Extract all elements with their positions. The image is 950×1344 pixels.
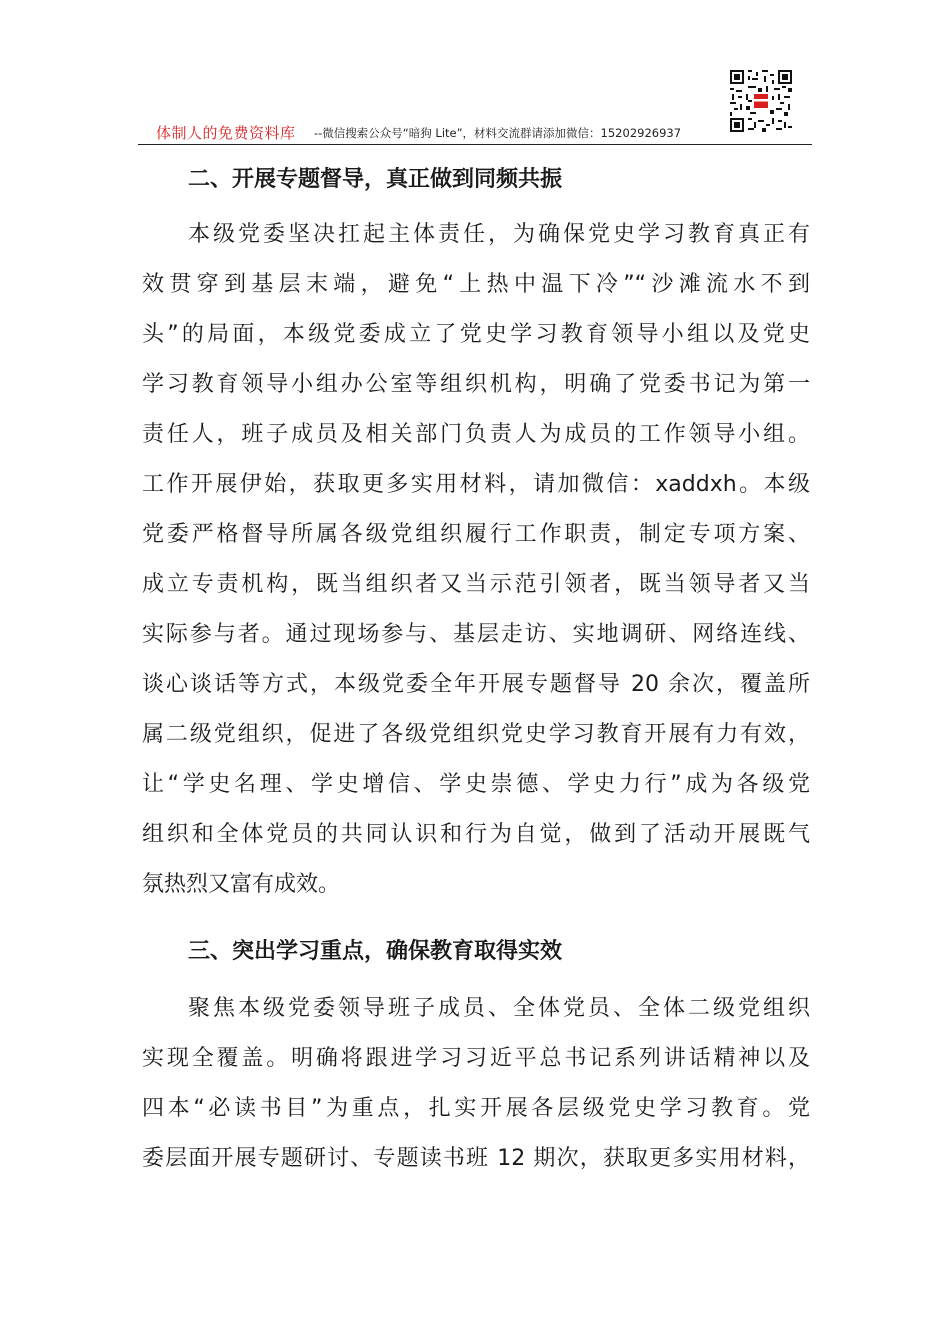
paragraph-line: 氛热烈又富有成效。: [142, 872, 341, 897]
paragraph-line: 效贯穿到基层末端，避免“上热中温下冷”“沙滩流水不到: [142, 272, 810, 297]
paragraph-line: 聚焦本级党委领导班子成员、全体党员、全体二级党组织: [188, 996, 810, 1021]
paragraph-line: 学习教育领导小组办公室等组织机构，明确了党委书记为第一: [142, 372, 810, 397]
document-body: [142, 160, 810, 1184]
qr-code-icon[interactable]: [730, 70, 792, 132]
brand-title: 体制人的免费资料库: [156, 124, 296, 142]
header-divider: [138, 144, 812, 145]
paragraph-line: 四本“必读书目”为重点，扎实开展各层级党史学习教育。党: [142, 1096, 810, 1121]
section-3-paragraph: [142, 984, 810, 1184]
section-2-paragraph: [142, 210, 810, 910]
section-heading-2: 二、开展专题督导，真正做到同频共振: [188, 167, 563, 192]
section-heading-3: 三、突出学习重点，确保教育取得实效: [188, 939, 563, 964]
paragraph-line: 工作开展伊始，获取更多实用材料，请加微信：xaddxh。本级: [142, 472, 810, 497]
paragraph-line: 让“学史名理、学史增信、学史崇德、学史力行”成为各级党: [142, 772, 810, 797]
paragraph-line: 头”的局面，本级党委成立了党史学习教育领导小组以及党史: [142, 322, 810, 347]
paragraph-line: 委层面开展专题研讨、专题读书班 12 期次，获取更多实用材料，: [142, 1146, 810, 1171]
paragraph-line: 党委严格督导所属各级党组织履行工作职责，制定专项方案、: [142, 522, 810, 547]
paragraph-line: 成立专责机构，既当组织者又当示范引领者，既当领导者又当: [142, 572, 810, 597]
header-contact-note: --微信搜索公众号“暗狗 Lite”，材料交流群请添加微信：15202926937: [314, 126, 682, 140]
paragraph-line: 实现全覆盖。明确将跟进学习习近平总书记系列讲话精神以及: [142, 1046, 810, 1071]
paragraph-line: 本级党委坚决扛起主体责任，为确保党史学习教育真正有: [188, 222, 810, 247]
paragraph-line: 实际参与者。通过现场参与、基层走访、实地调研、网络连线、: [142, 622, 810, 647]
paragraph-line: 责任人，班子成员及相关部门负责人为成员的工作领导小组。: [142, 422, 810, 447]
page-header: [138, 70, 812, 146]
paragraph-line: 谈心谈话等方式，本级党委全年开展专题督导 20 余次，覆盖所: [142, 672, 810, 697]
paragraph-line: 组织和全体党员的共同认识和行为自觉，做到了活动开展既气: [142, 822, 810, 847]
paragraph-line: 属二级党组织，促进了各级党组织党史学习教育开展有力有效，: [142, 722, 810, 747]
